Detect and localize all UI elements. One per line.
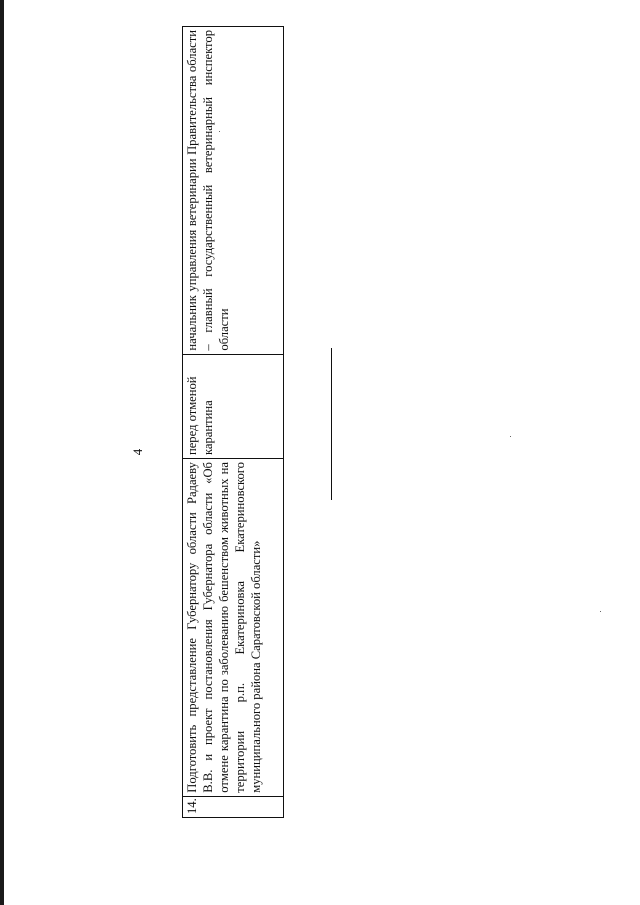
closing-divider-line — [331, 348, 332, 500]
document-page — [85, 28, 555, 876]
table-row — [183, 27, 284, 818]
scan-speck — [600, 611, 601, 612]
task-description: Подготовить представление Губернатору области Радаеву В.В. и проект постановления Губернатора области «Об отмене карантина по заболеванию бешенством животных на территории р.п. Екатериновка Екатериновского муниципального района Саратовской области» — [183, 459, 284, 797]
responsible-person: начальник управления ветеринарии Правительства области – главный государственный ветеринарный инспектор области — [183, 27, 284, 355]
task-deadline: перед отменой карантина — [183, 354, 284, 458]
measures-table — [182, 26, 284, 818]
page-number: 4 — [130, 448, 145, 456]
row-number: 14. — [183, 796, 284, 817]
scan-edge — [0, 0, 4, 905]
